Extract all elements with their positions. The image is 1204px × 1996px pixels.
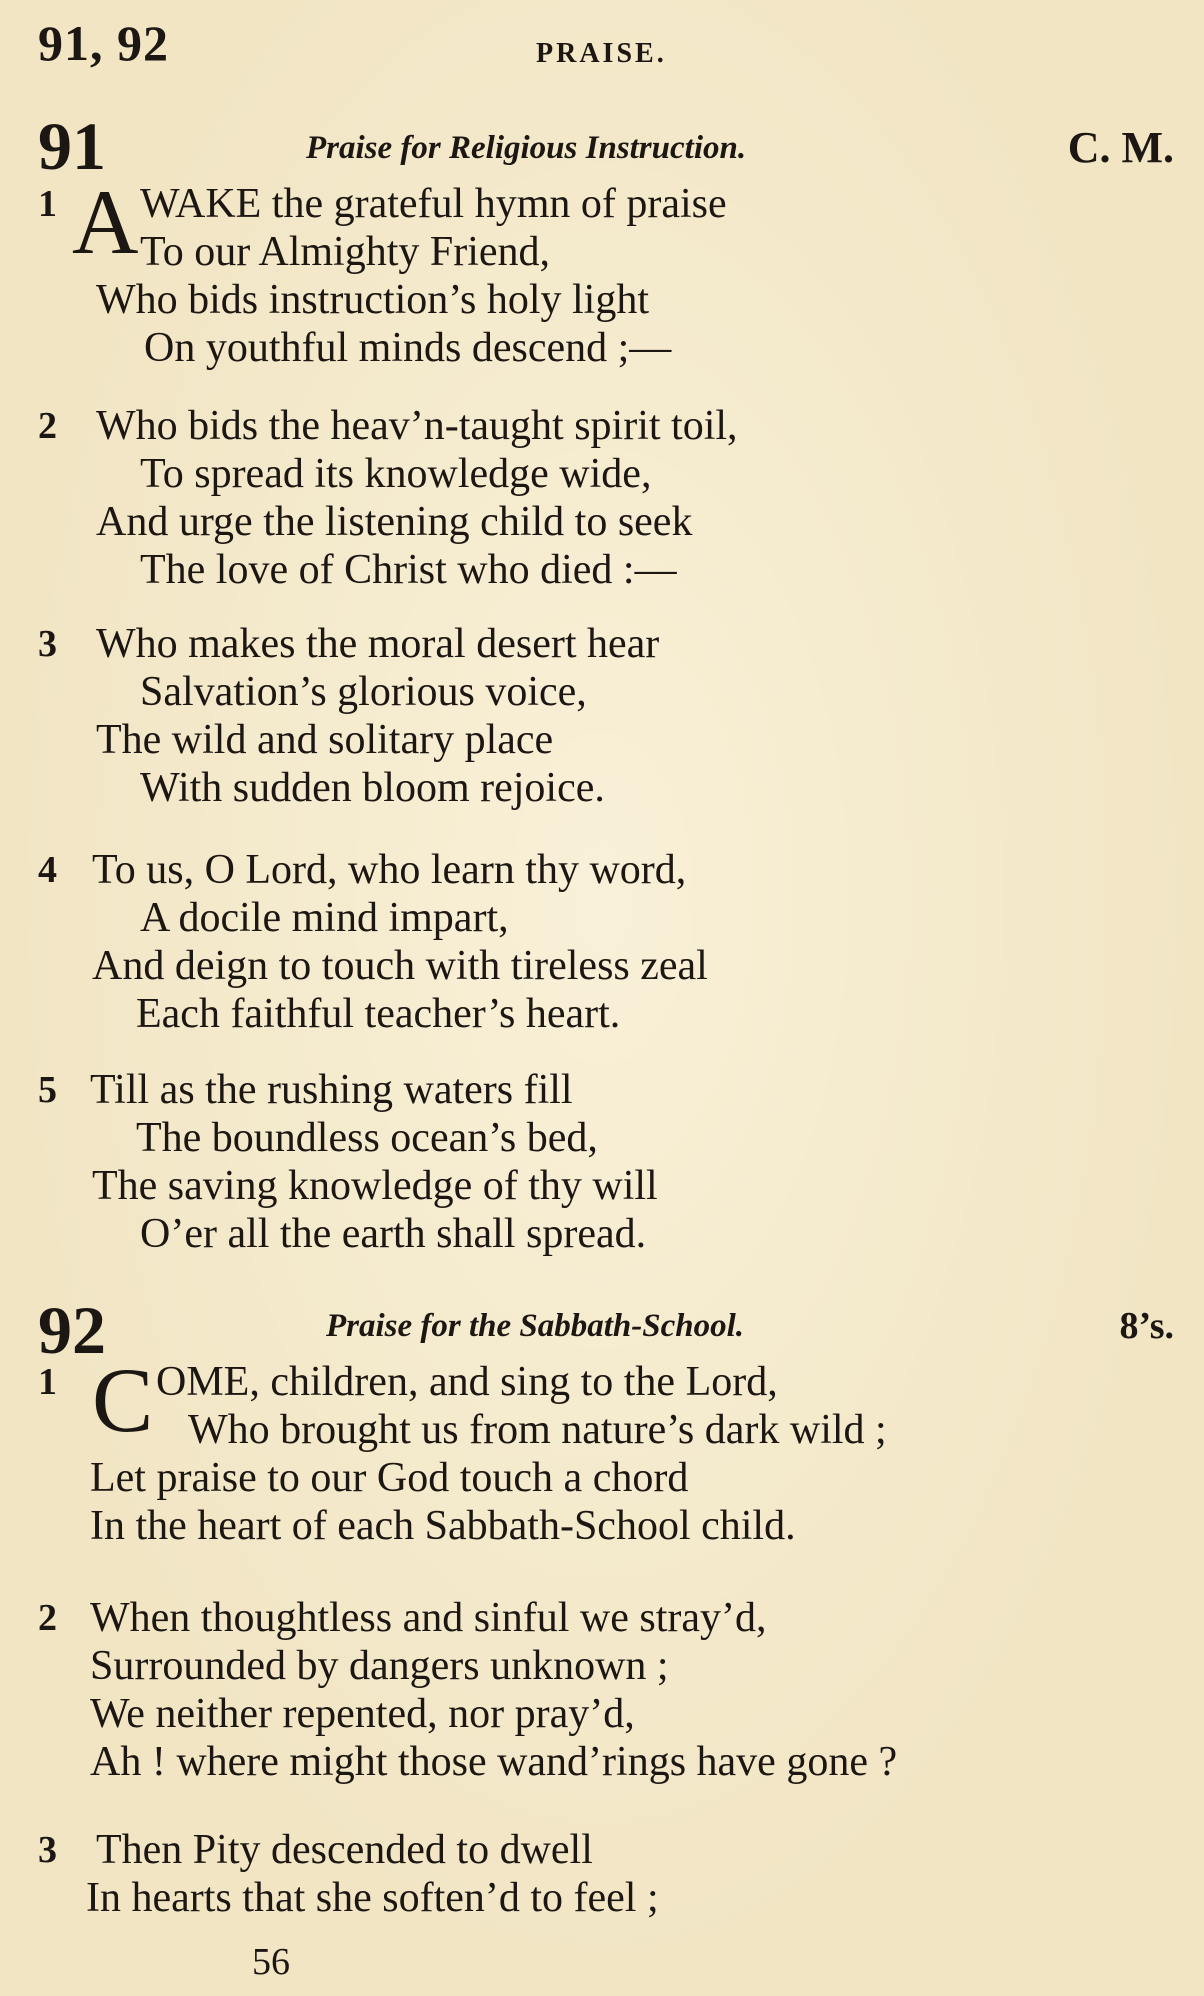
running-head-numbers: 91, 92 — [38, 15, 169, 71]
page-number: 56 — [252, 1941, 290, 1983]
verse-number: 3 — [38, 1829, 57, 1871]
verse-line: WAKE the grateful hymn of praise — [140, 181, 727, 227]
verse-line: Then Pity descended to dwell — [96, 1827, 593, 1873]
verse-line: And urge the listening child to seek — [96, 499, 693, 545]
verse-number: 2 — [38, 1597, 57, 1639]
hymn-number: 91 — [38, 108, 106, 184]
verse-line: Surrounded by dangers unknown ; — [90, 1643, 669, 1689]
verse-line: A docile mind impart, — [140, 895, 509, 941]
verse-line: Ah ! where might those wand’rings have gone ? — [90, 1739, 898, 1785]
verse-line: Who bids the heav’n-taught spirit toil, — [96, 403, 738, 449]
verse-line: On youthful minds descend ;— — [144, 325, 672, 371]
verse-line: The saving knowledge of thy will — [92, 1163, 658, 1209]
verse-line: And deign to touch with tireless zeal — [92, 943, 708, 989]
verse-line: The love of Christ who died :— — [140, 547, 677, 593]
verse-line: In the heart of each Sabbath-School child. — [90, 1503, 796, 1549]
verse-line: Who makes the moral desert hear — [96, 621, 660, 667]
hymn-number: 92 — [38, 1292, 106, 1368]
verse-line: Each faithful teacher’s heart. — [136, 991, 621, 1037]
verse-line: When thoughtless and sinful we stray’d, — [90, 1595, 767, 1641]
verse-line: To spread its knowledge wide, — [140, 451, 652, 497]
verse-line: The boundless ocean’s bed, — [136, 1115, 598, 1161]
verse-line: In hearts that she soften’d to feel ; — [86, 1875, 659, 1921]
running-head — [0, 0, 1204, 80]
drop-capital: C — [92, 1349, 154, 1451]
verse-line: Till as the rushing waters fill — [90, 1067, 573, 1113]
verse-line: The wild and solitary place — [96, 717, 554, 763]
verse-line: With sudden bloom rejoice. — [140, 765, 605, 811]
verse-number: 2 — [38, 405, 57, 447]
hymn-meter: 8’s. — [1119, 1305, 1174, 1347]
verse-line: We neither repented, nor pray’d, — [90, 1691, 635, 1737]
verse-line: Let praise to our God touch a chord — [90, 1455, 689, 1501]
hymn-heading: Praise for the Sabbath-School. — [326, 1308, 745, 1344]
verse-line: OME, children, and sing to the Lord, — [156, 1359, 778, 1405]
verse-number: 4 — [38, 849, 57, 891]
hymn-meter: C. M. — [1067, 123, 1174, 172]
verse-number: 5 — [38, 1069, 57, 1111]
verse-line: Who bids instruction’s holy light — [96, 277, 649, 323]
running-head-title: PRAISE. — [536, 38, 667, 69]
drop-capital: A — [72, 171, 139, 273]
verse-number: 1 — [38, 1361, 57, 1403]
verse-line: To us, O Lord, who learn thy word, — [92, 847, 687, 893]
verse-line: Salvation’s glorious voice, — [140, 669, 587, 715]
verse-number: 3 — [38, 623, 57, 665]
hymn-heading: Praise for Religious Instruction. — [306, 130, 747, 166]
verse-line: To our Almighty Friend, — [140, 229, 551, 275]
verse-line: O’er all the earth shall spread. — [140, 1211, 647, 1257]
verse-line: Who brought us from nature’s dark wild ; — [188, 1407, 887, 1453]
verse-number: 1 — [38, 183, 57, 225]
